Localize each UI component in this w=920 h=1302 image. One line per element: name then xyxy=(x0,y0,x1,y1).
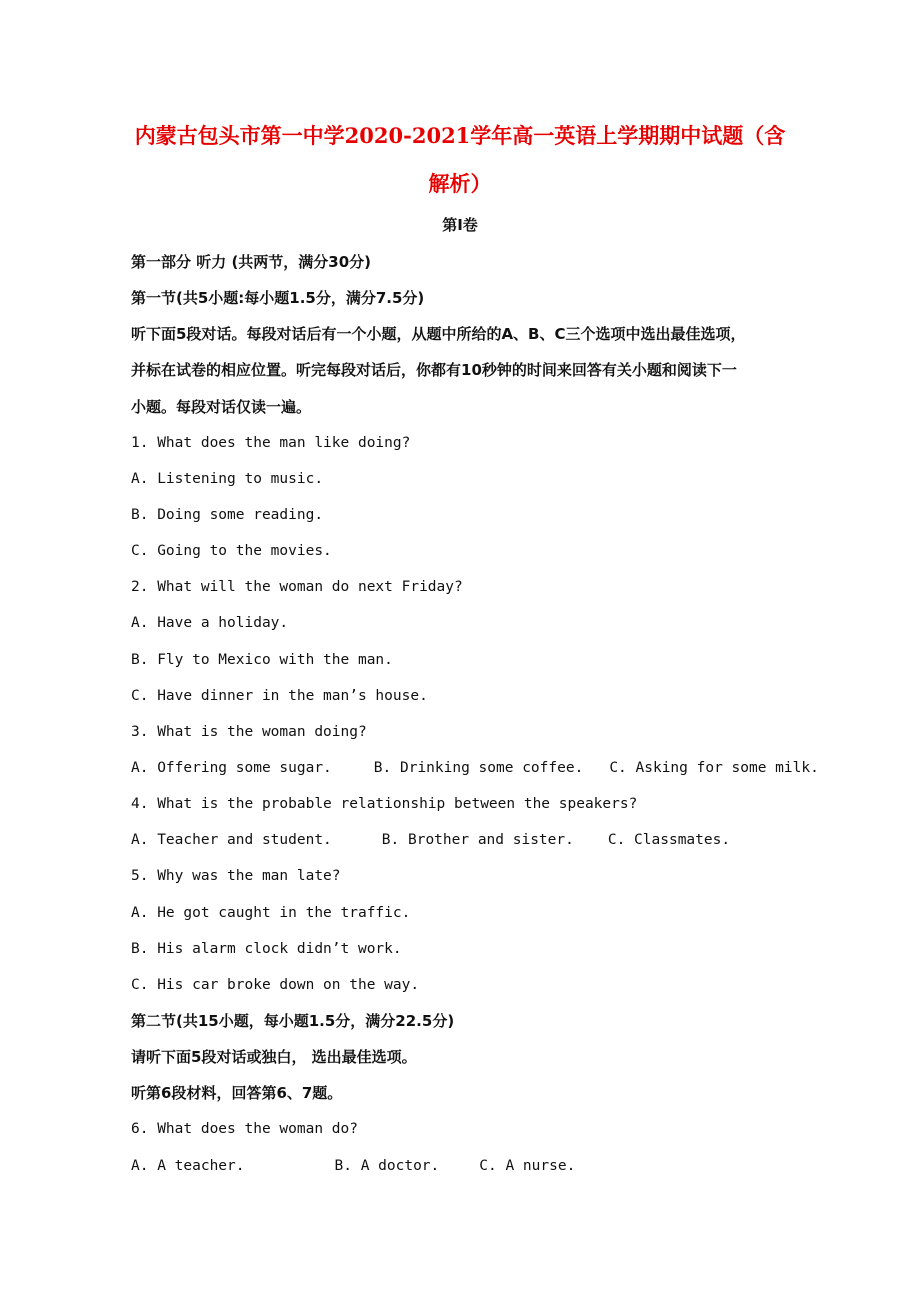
question-1-option-c: C. Going to the movies. xyxy=(131,543,332,560)
section1-instruction-2: 并标在试卷的相应位置。听完每段对话后，你都有10秒钟的时间来回答有关小题和阅读下一 xyxy=(131,361,737,380)
title-line-2: 解析） xyxy=(428,171,492,196)
question-4-option-c: C. Classmates. xyxy=(607,832,731,849)
section2-heading: 第二节(共15小题，每小题1.5分，满分22.5分) xyxy=(131,1011,455,1030)
question-6-options xyxy=(131,1154,811,1190)
question-2-option-b: B. Fly to Mexico with the man. xyxy=(131,651,393,668)
question-5-option-c: C. His car broke down on the way. xyxy=(131,976,420,993)
question-4-options xyxy=(131,828,811,864)
question-3-stem: 3. What is the woman doing? xyxy=(131,723,367,740)
question-2-option-c: C. Have dinner in the man’s house. xyxy=(131,687,428,704)
question-5-stem: 5. Why was the man late? xyxy=(131,868,341,885)
question-2-option-a: A. Have a holiday. xyxy=(131,615,289,632)
question-4-stem: 4. What is the probable relationship between the speakers? xyxy=(131,796,638,813)
section1-heading: 第一节(共5小题:每小题1.5分，满分7.5分) xyxy=(131,289,425,308)
question-2-stem: 2. What will the woman do next Friday? xyxy=(131,579,463,596)
question-3-options xyxy=(131,756,819,792)
question-3-option-b: B. Drinking some coffee. xyxy=(373,759,584,776)
question-1-stem: 1. What does the man like doing? xyxy=(131,434,411,451)
material-6-instruction: 听第6段材料，回答第6、7题。 xyxy=(131,1084,343,1103)
question-5-option-b: B. His alarm clock didn’t work. xyxy=(131,940,402,957)
question-3-option-a: A. Offering some sugar. xyxy=(131,759,332,776)
question-4-option-b: B. Brother and sister. xyxy=(381,832,574,849)
document-title xyxy=(110,112,810,208)
exam-body xyxy=(131,250,819,1190)
question-6-stem: 6. What does the woman do? xyxy=(131,1121,358,1138)
part1-heading: 第一部分 听力 (共两节，满分30分) xyxy=(131,253,372,271)
question-6-option-b: B. A doctor. xyxy=(334,1157,440,1174)
question-3-option-c: C. Asking for some milk. xyxy=(609,759,819,776)
volume-heading: 第I卷 xyxy=(442,216,478,234)
question-1-option-b: B. Doing some reading. xyxy=(131,506,324,523)
question-1-option-a: A. Listening to music. xyxy=(131,470,324,487)
question-4-option-a: A. Teacher and student. xyxy=(131,832,332,849)
question-5-option-a: A. He got caught in the traffic. xyxy=(131,904,411,921)
section1-instruction-1: 听下面5段对话。每段对话后有一个小题，从题中所给的A、B、C三个选项中选出最佳选项， xyxy=(131,325,746,344)
title-line-1: 内蒙古包头市第一中学2020-2021学年高一英语上学期期中试题（含 xyxy=(134,123,786,148)
question-6-option-a: A. A teacher. xyxy=(131,1157,245,1174)
question-6-option-c: C. A nurse. xyxy=(479,1157,576,1174)
section1-instruction-3: 小题。每段对话仅读一遍。 xyxy=(131,397,312,416)
section2-instruction: 请听下面5段对话或独白， 选出最佳选项。 xyxy=(131,1048,417,1067)
